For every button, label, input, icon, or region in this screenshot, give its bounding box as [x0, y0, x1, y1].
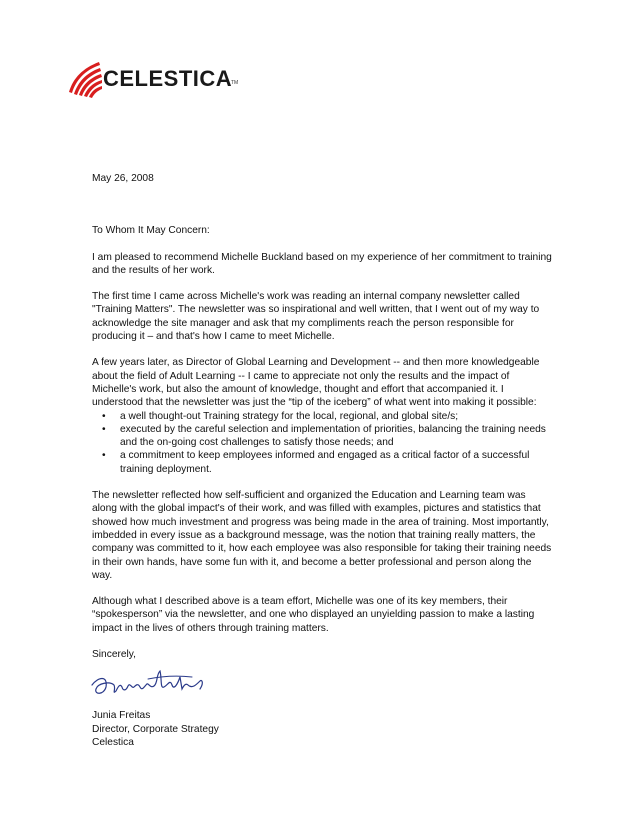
paragraph-intro: I am pleased to recommend Michelle Buckland based on my experience of her commitment to training and the results of her work. — [92, 251, 552, 276]
bullet-icon: • — [102, 450, 106, 462]
signature-block — [92, 709, 552, 749]
trademark-mark: TM — [231, 80, 239, 86]
bullet-icon: • — [102, 410, 106, 422]
list-item — [92, 410, 552, 423]
bullet-list — [92, 410, 552, 476]
list-item — [92, 423, 552, 450]
signer-name: Junia Freitas — [92, 710, 151, 722]
bullet-text: a well thought-out Training strategy for the local, regional, and global site/s; — [120, 410, 459, 422]
handwritten-signature — [88, 665, 208, 701]
salutation: To Whom It May Concern: — [92, 225, 210, 237]
paragraph-first-encounter: The first time I came across Michelle's work was reading an internal company newsletter called "Training Matters". The newsletter was so inspirational and well written, that I went out of my way to acknowledge the site manager and ask that my compliments reach the person responsible for producing it – and that's how I came to meet Michelle. — [92, 291, 540, 343]
paragraph-later-years: A few years later, as Director of Global Learning and Development -- and then more knowledgeable about the field of Adult Learning -- I came to appreciate not only the results and the impact of Michelle's work, but also the amount of knowledge, thought and effort that accompanied it. I understood that the newsletter was just the “tip of the iceberg” of what went into making it possible: — [92, 357, 540, 409]
bullet-icon: • — [102, 423, 106, 435]
celestica-swoosh-icon — [65, 58, 105, 98]
paragraph-team-effort: Although what I described above is a team effort, Michelle was one of its key members, their “spokesperson” via the newsletter, and one who displayed an unyielding passion to make a lasting impact in the lives of others through training matters. — [92, 596, 535, 634]
paragraph-newsletter: The newsletter reflected how self-sufficient and organized the Education and Learning team was along with the global impact's of their work, and was filled with examples, pictures and statistics that showed how much investment and progress was being made in the area of training. Most importantly, imbedded in every issue as a background message, was the notion that training really matters, the company was committed to it, how each employee was also responsible for taking their training needs in their own hands, have some fun with it, and become a better professional and person along the way. — [92, 490, 552, 581]
signer-company: Celestica — [92, 736, 134, 748]
letter-date: May 26, 2008 — [92, 173, 154, 184]
celestica-logo — [65, 58, 250, 102]
signer-title: Director, Corporate Strategy — [92, 723, 219, 735]
closing: Sincerely, — [92, 649, 136, 661]
letter-body — [92, 172, 552, 749]
list-item — [92, 449, 552, 476]
bullet-text: a commitment to keep employees informed and engaged as a critical factor of a successful training deployment. — [120, 450, 530, 475]
bullet-text: executed by the careful selection and implementation of priorities, balancing the training needs and the on-going cost challenges to satisfy those needs; and — [120, 423, 546, 449]
company-wordmark: CELESTICA — [103, 66, 233, 91]
